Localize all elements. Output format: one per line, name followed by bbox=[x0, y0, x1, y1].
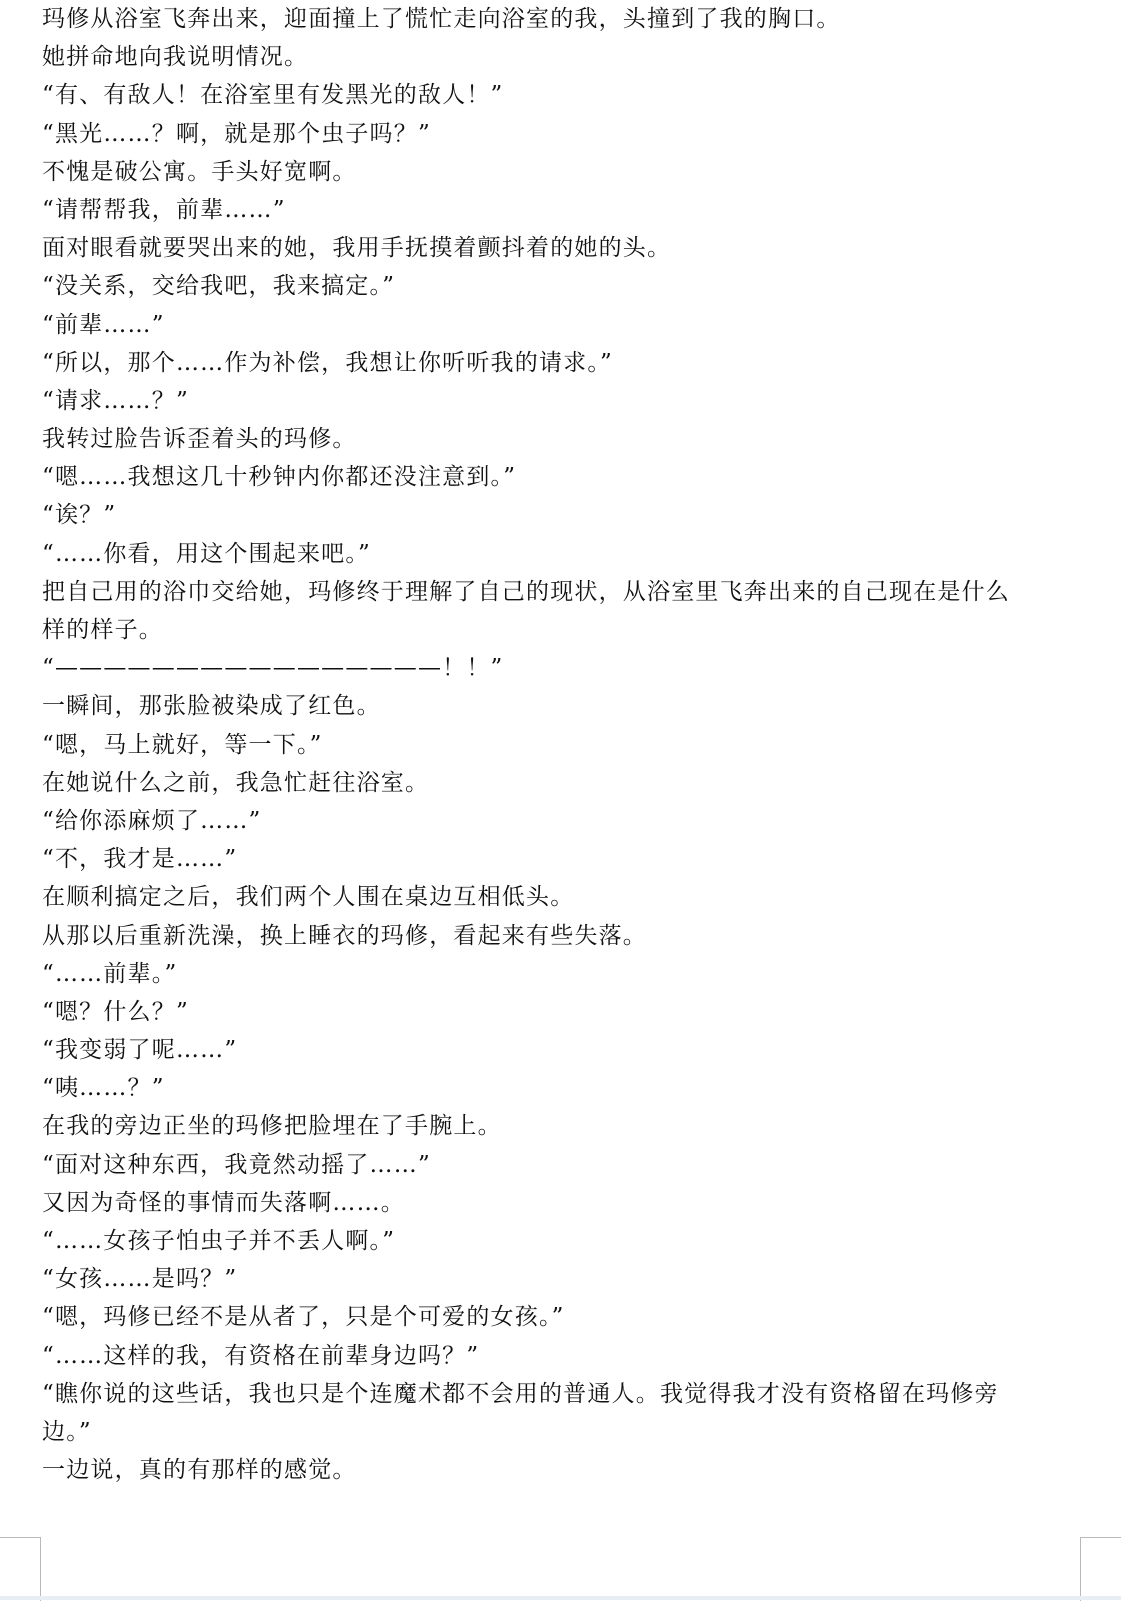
text-line: “……女孩子怕虫子并不丢人啊。” bbox=[42, 1228, 396, 1254]
text-line: “前辈……” bbox=[42, 311, 165, 338]
text-line: “瞧你说的这些话，我也只是个连魔术都不会用的普通人。我觉得我才没有资格留在玛修旁 bbox=[42, 1380, 999, 1407]
page-bottom-edge bbox=[0, 1596, 1121, 1600]
document-body bbox=[42, 0, 1082, 1489]
page-corner-mark-left bbox=[0, 1537, 41, 1601]
text-line: 面对眼看就要哭出来的她，我用手抚摸着颤抖着的她的头。 bbox=[42, 235, 672, 262]
text-line: 又因为奇怪的事情而失落啊……。 bbox=[42, 1189, 405, 1216]
text-line: 不愧是破公寓。手头好宽啊。 bbox=[42, 158, 357, 185]
text-line: “嗯，玛修已经不是从者了，只是个可爱的女孩。” bbox=[42, 1304, 565, 1331]
text-line: 把自己用的浴巾交给她，玛修终于理解了自己的现状，从浴室里飞奔出来的自己现在是什么 bbox=[42, 578, 1010, 605]
text-line: 玛修从浴室飞奔出来，迎面撞上了慌忙走向浴室的我，头撞到了我的胸口。 bbox=[42, 6, 841, 32]
text-line: “给你添麻烦了……” bbox=[42, 807, 262, 834]
text-line: “黑光……？啊，就是那个虫子吗？” bbox=[42, 120, 431, 147]
text-line: 我转过脸告诉歪着头的玛修。 bbox=[42, 426, 357, 453]
text-line: 一瞬间，那张脸被染成了红色。 bbox=[42, 693, 381, 720]
text-line: “请帮帮我，前辈……” bbox=[42, 196, 286, 223]
text-line: 从那以后重新洗澡，换上睡衣的玛修，看起来有些失落。 bbox=[42, 922, 647, 949]
text-line: “女孩……是吗？” bbox=[42, 1266, 238, 1293]
text-line: 边。” bbox=[42, 1418, 92, 1445]
text-line: 她拼命地向我说明情况。 bbox=[42, 44, 309, 71]
text-line: “咦……？” bbox=[42, 1075, 165, 1102]
text-line: “嗯？什么？” bbox=[42, 998, 189, 1025]
text-line: “没关系，交给我吧，我来搞定。” bbox=[42, 273, 396, 300]
text-line: 一边说，真的有那样的感觉。 bbox=[42, 1457, 357, 1484]
text-line: “请求……？” bbox=[42, 387, 189, 414]
text-line: “面对这种东西，我竟然动摇了……” bbox=[42, 1151, 431, 1178]
text-line: “有、有敌人！在浴室里有发黑光的敌人！” bbox=[42, 82, 504, 109]
text-line: 在她说什么之前，我急忙赶往浴室。 bbox=[42, 769, 430, 796]
text-line: 在我的旁边正坐的玛修把脸埋在了手腕上。 bbox=[42, 1113, 502, 1140]
text-line: “嗯……我想这几十秒钟内你都还没注意到。” bbox=[42, 464, 517, 491]
text-line: “……你看，用这个围起来吧。” bbox=[42, 540, 372, 567]
text-line: “我变弱了呢……” bbox=[42, 1037, 238, 1064]
text-line: “————————————————！！” bbox=[42, 655, 504, 682]
text-line: “……前辈。” bbox=[42, 960, 178, 987]
text-line: 在顺利搞定之后，我们两个人围在桌边互相低头。 bbox=[42, 884, 575, 911]
text-line: “……这样的我，有资格在前辈身边吗？” bbox=[42, 1342, 480, 1369]
text-line: “不，我才是……” bbox=[42, 846, 238, 873]
page-corner-mark-right bbox=[1080, 1537, 1121, 1601]
text-line: “嗯，马上就好，等一下。” bbox=[42, 731, 323, 758]
text-line: “诶？” bbox=[42, 502, 117, 529]
text-line: “所以，那个……作为补偿，我想让你听听我的请求。” bbox=[42, 349, 614, 376]
text-line: 样的样子。 bbox=[42, 617, 163, 643]
